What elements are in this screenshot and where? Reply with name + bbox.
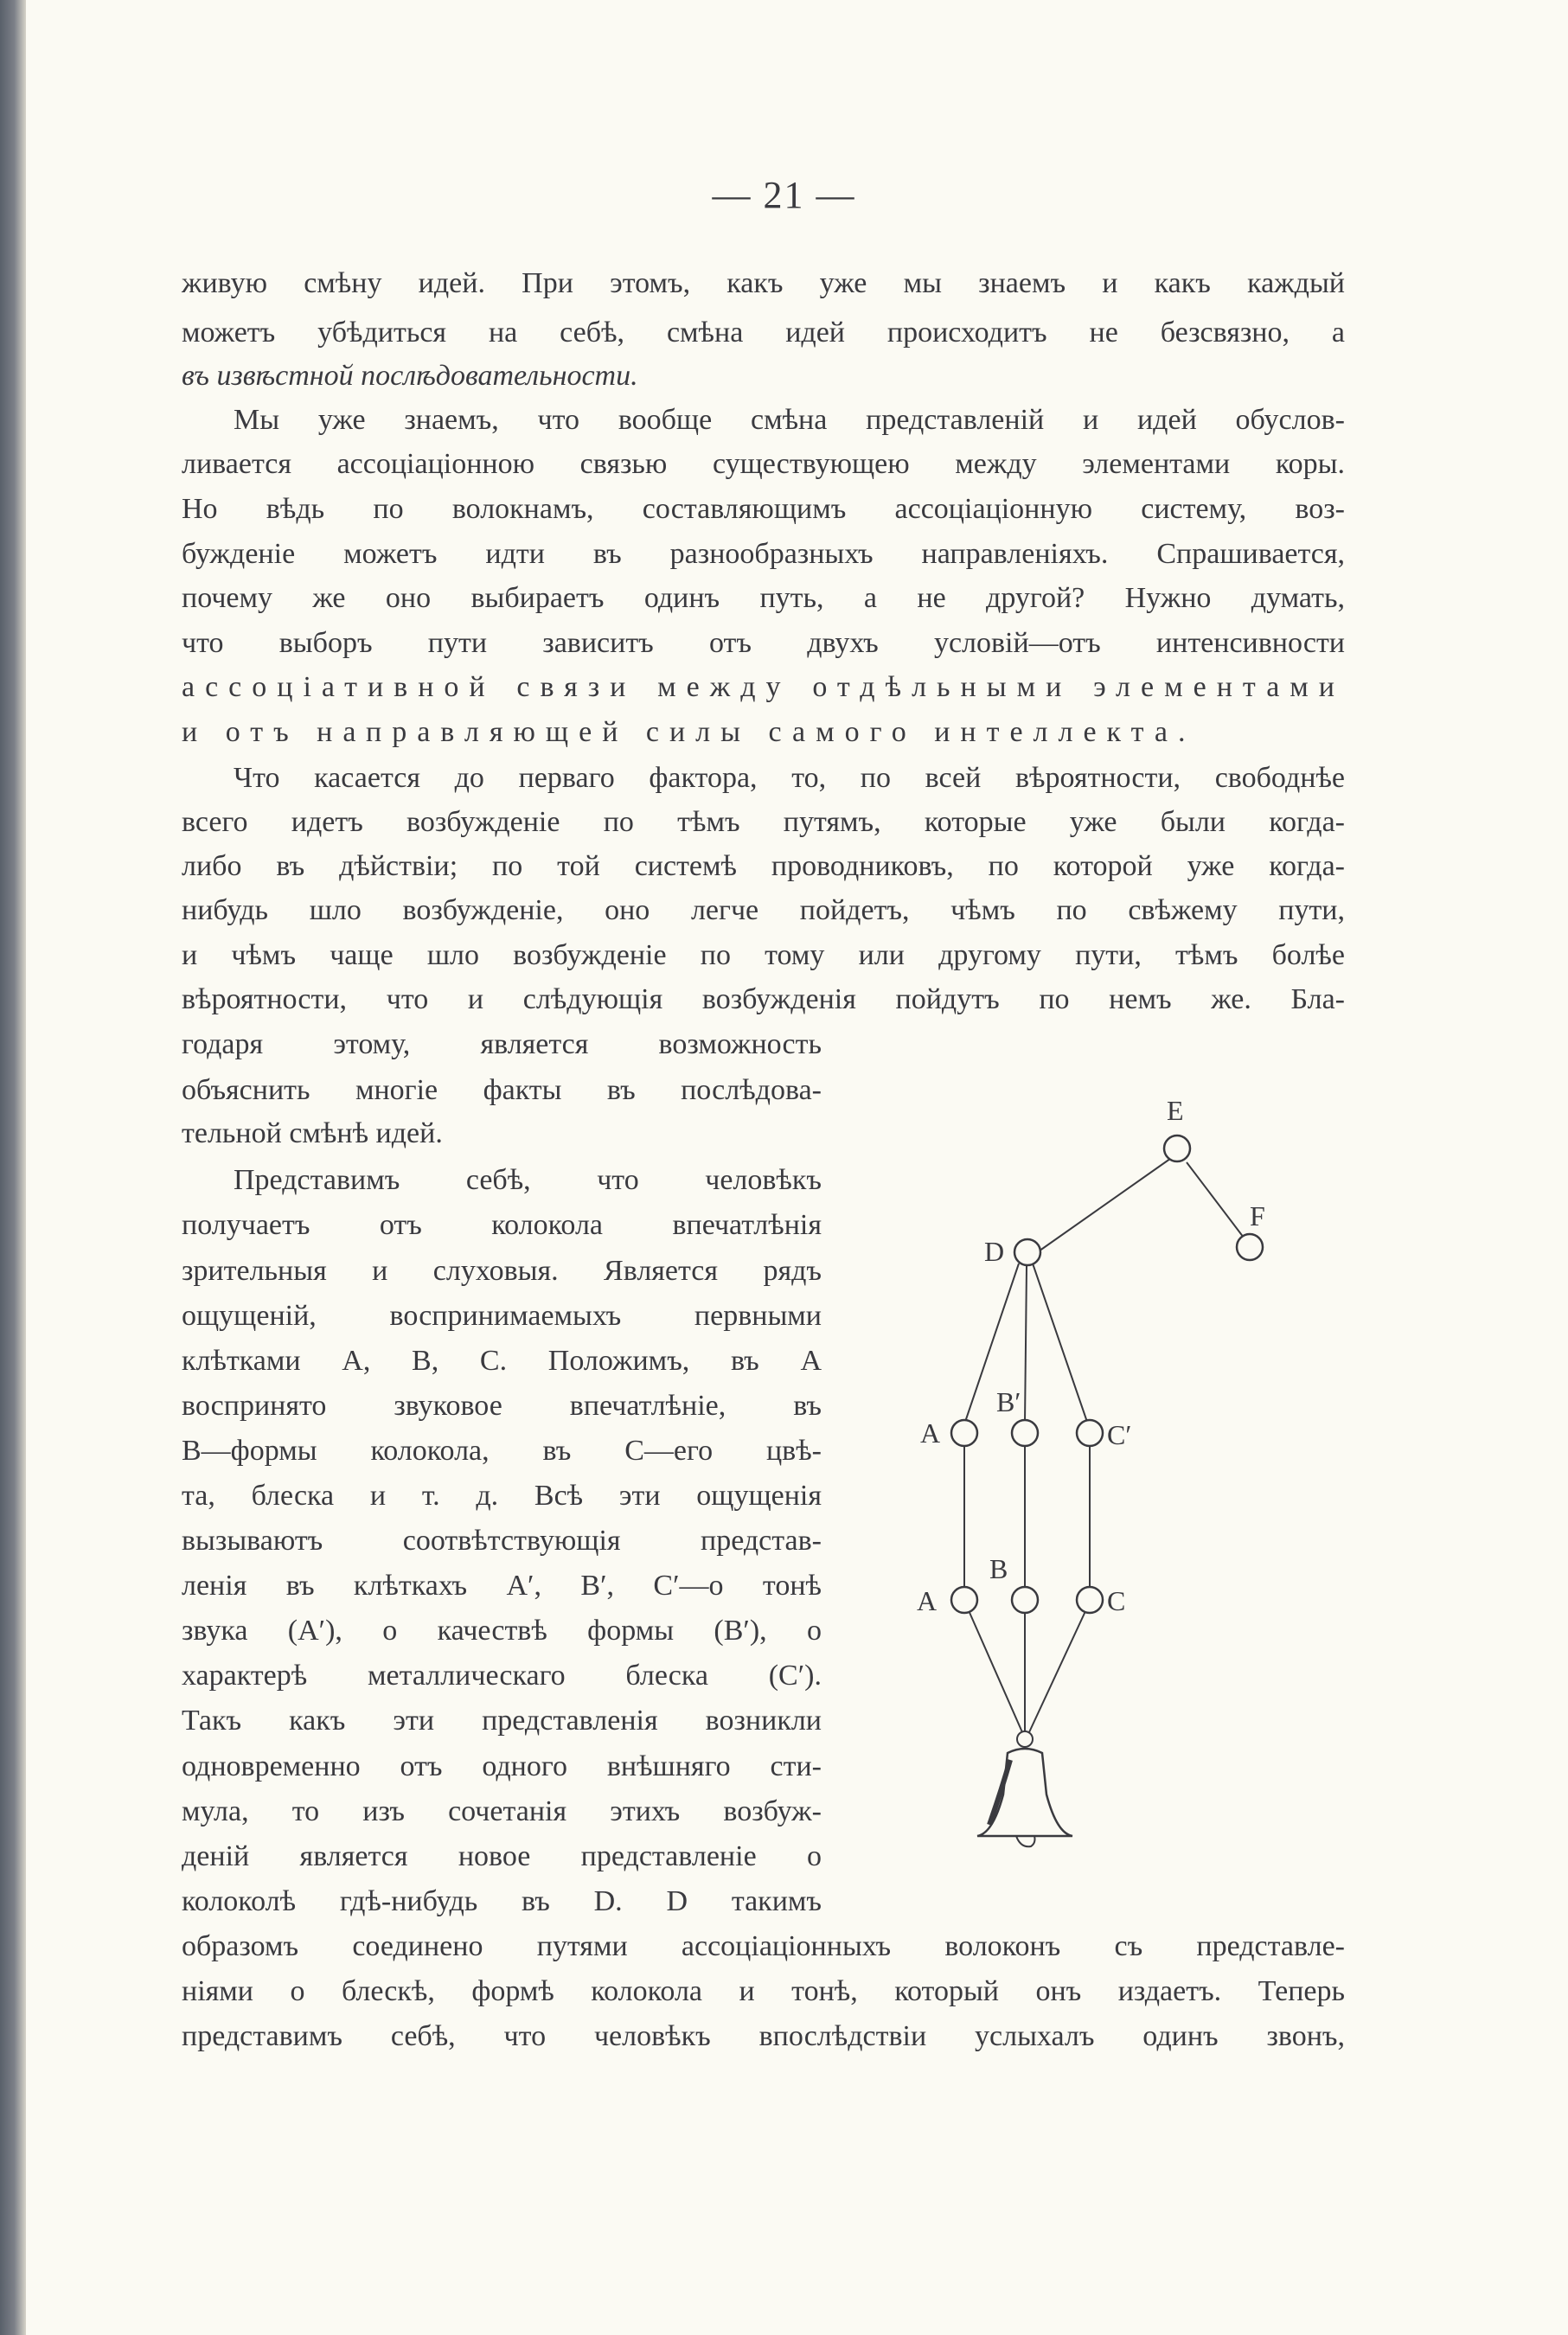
text-line: ливается ассоціаціонною связью существующею между элементами коры.	[182, 448, 1345, 480]
text-line: живую смѣну идей. При этомъ, какъ уже мы знаемъ и какъ каждый	[182, 267, 1345, 299]
node-a-prime	[951, 1420, 977, 1446]
text-line: звука (A′), о качествѣ формы (B′), о	[182, 1615, 822, 1647]
text-line: характерѣ металлическаго блеска (C′).	[182, 1660, 822, 1692]
node-b-prime	[1012, 1420, 1038, 1446]
bell-icon	[977, 1731, 1072, 1846]
text-line: вѣроятности, что и слѣдующія возбужденія пойдутъ по немъ же. Бла-	[182, 983, 1345, 1015]
text-line: Мы уже знаемъ, что вообще смѣна представленій и идей обуслов-	[234, 404, 1345, 436]
text-line: и отъ направляющей силы самого интеллекта.	[182, 716, 1196, 748]
text-line: ощущеній, воспринимаемыхъ первными	[182, 1300, 822, 1332]
text-line: либо въ дѣйствіи; по той системѣ проводниковъ, по которой уже когда-	[182, 850, 1345, 882]
text-line: и чѣмъ чаще шло возбужденіе по тому или другому пути, тѣмъ болѣе	[182, 939, 1345, 971]
text-line: Представимъ себѣ, что человѣкъ	[234, 1164, 822, 1196]
text-line: нибудь шло возбужденіе, оно легче пойдетъ, чѣмъ по свѣжему пути,	[182, 894, 1345, 926]
association-diagram	[899, 1094, 1306, 1872]
node-label-b: B	[989, 1553, 1008, 1584]
text-line: воспринято звуковое впечатлѣніе, въ	[182, 1390, 822, 1422]
node-label-c-prime: C′	[1107, 1419, 1132, 1450]
page-binding-edge	[0, 0, 26, 2335]
node-label-a-prime: A	[920, 1417, 941, 1449]
text-line: всего идетъ возбужденіе по тѣмъ путямъ, которые уже были когда-	[182, 806, 1345, 838]
node-label-b-prime: B′	[996, 1386, 1021, 1417]
text-line: зрительныя и слуховыя. Является рядъ	[182, 1255, 822, 1287]
text-line: колоколѣ гдѣ-нибудь въ D. D такимъ	[182, 1885, 822, 1917]
text-line: Но вѣдь по волокнамъ, составляющимъ ассоціаціонную систему, воз-	[182, 493, 1345, 525]
text-line: получаетъ отъ колокола впечатлѣнія	[182, 1209, 822, 1241]
node-label-c: C	[1107, 1585, 1126, 1616]
text-line: вызываютъ соотвѣтствующія представ-	[182, 1525, 822, 1557]
node-label-a: A	[917, 1585, 938, 1616]
text-line: Такъ какъ эти представленія возникли	[182, 1705, 822, 1737]
text-line: ассоціативной связи между отдѣльными элементами	[182, 671, 1345, 703]
connection-line	[968, 1609, 1022, 1732]
text-line: та, блеска и т. д. Всѣ эти ощущенія	[182, 1480, 822, 1512]
node-e	[1164, 1136, 1190, 1161]
text-line: ніями о блескѣ, формѣ колокола и тонѣ, который онъ издаетъ. Теперь	[182, 1975, 1345, 2007]
page-number: — 21 —	[712, 174, 856, 216]
node-label-f: F	[1250, 1200, 1265, 1231]
connection-line	[1187, 1162, 1244, 1238]
connection-line	[1025, 1266, 1027, 1423]
node-label-d: D	[984, 1236, 1005, 1267]
node-label-e: E	[1167, 1095, 1184, 1126]
text-line: Что касается до перваго фактора, то, по всей вѣроятности, свободнѣе	[234, 762, 1345, 794]
text-line: бужденіе можетъ идти въ разнообразныхъ направленіяхъ. Спрашивается,	[182, 538, 1345, 570]
connection-line	[1036, 1155, 1176, 1253]
node-a	[951, 1587, 977, 1613]
node-f	[1237, 1234, 1263, 1260]
text-line: мула, то изъ сочетанія этихъ возбуж-	[182, 1795, 822, 1827]
text-line: ленія въ клѣткахъ A′, B′, C′—о тонѣ	[182, 1570, 822, 1602]
text-line: представимъ себѣ, что человѣкъ впослѣдствіи услыхалъ одинъ звонъ,	[182, 2020, 1345, 2052]
text-line: что выборъ пути зависитъ отъ двухъ условій—отъ интенсивности	[182, 627, 1345, 659]
node-c-prime	[1077, 1420, 1103, 1446]
text-line: почему же оно выбираетъ одинъ путь, а не другой? Нужно думать,	[182, 582, 1345, 614]
text-line: образомъ соединено путями ассоціаціонныхъ волоконъ съ представле-	[182, 1930, 1345, 1962]
node-c	[1077, 1587, 1103, 1613]
connection-line	[1033, 1263, 1088, 1424]
text-line: въ извѣстной послѣдовательности.	[182, 360, 638, 392]
text-line: деній является новое представленіе о	[182, 1840, 822, 1872]
node-d	[1014, 1239, 1040, 1265]
node-b	[1012, 1587, 1038, 1613]
text-line: можетъ убѣдиться на себѣ, смѣна идей происходитъ не безсвязно, а	[182, 317, 1345, 349]
text-line: B—формы колокола, въ C—его цвѣ-	[182, 1435, 822, 1467]
connection-line	[1029, 1609, 1086, 1732]
text-line: годаря этому, является возможность	[182, 1028, 822, 1060]
text-line: тельной смѣнѣ идей.	[182, 1117, 443, 1149]
text-line: объяснить многіе факты въ послѣдова-	[182, 1074, 822, 1106]
text-line: одновременно отъ одного внѣшняго сти-	[182, 1750, 822, 1782]
text-line: клѣтками A, B, C. Положимъ, въ A	[182, 1345, 822, 1377]
